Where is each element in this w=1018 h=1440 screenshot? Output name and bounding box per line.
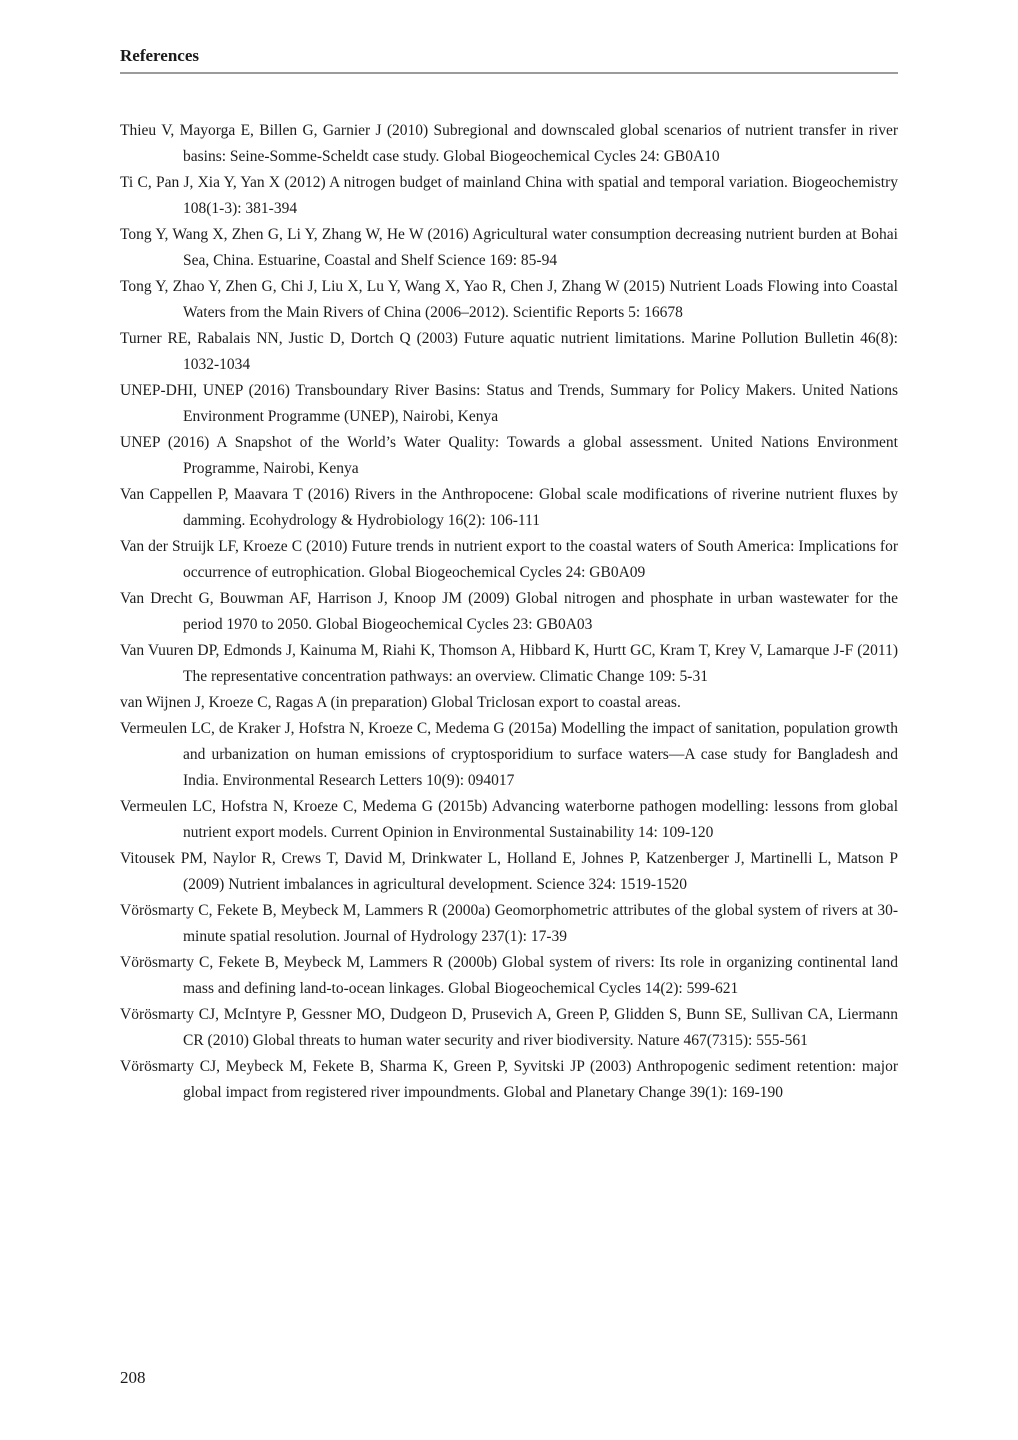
reference-entry: UNEP (2016) A Snapshot of the World’s Water Quality: Towards a global assessment. United Nations Environment Programme, Nairobi, Kenya xyxy=(120,434,898,477)
reference-entry: Vörösmarty C, Fekete B, Meybeck M, Lammers R (2000a) Geomorphometric attributes of the global system of rivers at 30-minute spatial resolution. Journal of Hydrology 237(1): 17-39 xyxy=(120,902,898,945)
reference-entry: Vitousek PM, Naylor R, Crews T, David M, Drinkwater L, Holland E, Johnes P, Katzenberger J, Martinelli L, Matson P (2009) Nutrient imbalances in agricultural development. Science 324: 1519-1520 xyxy=(120,850,898,893)
references-list xyxy=(120,118,898,1106)
reference-entry: Van Drecht G, Bouwman AF, Harrison J, Knoop JM (2009) Global nitrogen and phosphate in urban wastewater for the period 1970 to 2050. Global Biogeochemical Cycles 23: GB0A03 xyxy=(120,590,898,633)
reference-entry: Tong Y, Wang X, Zhen G, Li Y, Zhang W, He W (2016) Agricultural water consumption decreasing nutrient burden at Bohai Sea, China. Estuarine, Coastal and Shelf Science 169: 85-94 xyxy=(120,226,898,269)
reference-entry: Vörösmarty CJ, McIntyre P, Gessner MO, Dudgeon D, Prusevich A, Green P, Glidden S, Bunn SE, Sullivan CA, Liermann CR (2010) Global threats to human water security and river biodiversity. Nature 467(7315): 555-561 xyxy=(120,1006,898,1049)
reference-entry: Vermeulen LC, de Kraker J, Hofstra N, Kroeze C, Medema G (2015a) Modelling the impact of sanitation, population growth and urbanization on human emissions of cryptosporidium to surface waters—A case study for Bangladesh and India. Environmental Research Letters 10(9): 094017 xyxy=(120,720,898,789)
reference-entry: van Wijnen J, Kroeze C, Ragas A (in preparation) Global Triclosan export to coastal areas. xyxy=(120,694,681,711)
reference-entry: Van Vuuren DP, Edmonds J, Kainuma M, Riahi K, Thomson A, Hibbard K, Hurtt GC, Kram T, Krey V, Lamarque J-F (2011) The representative concentration pathways: an overview. Climatic Change 109: 5-31 xyxy=(120,642,898,685)
reference-entry: Thieu V, Mayorga E, Billen G, Garnier J (2010) Subregional and downscaled global scenarios of nutrient transfer in river basins: Seine-Somme-Scheldt case study. Global Biogeochemical Cycles 24: GB0A10 xyxy=(120,122,898,165)
reference-entry: Vörösmarty C, Fekete B, Meybeck M, Lammers R (2000b) Global system of rivers: Its role in organizing continental land mass and defining land-to-ocean linkages. Global Biogeochemical Cycles 14(2): 599-621 xyxy=(120,954,898,997)
reference-entry: Van der Struijk LF, Kroeze C (2010) Future trends in nutrient export to the coastal waters of South America: Implications for occurrence of eutrophication. Global Biogeochemical Cycles 24: GB0A09 xyxy=(120,538,898,581)
page-header xyxy=(120,46,898,82)
section-title: References xyxy=(120,46,199,65)
header-rule xyxy=(120,72,898,74)
reference-entry: Tong Y, Zhao Y, Zhen G, Chi J, Liu X, Lu Y, Wang X, Yao R, Chen J, Zhang W (2015) Nutrient Loads Flowing into Coastal Waters from the Main Rivers of China (2006–2012). Scientific Reports 5: 16678 xyxy=(120,278,898,321)
page-number: 208 xyxy=(120,1368,146,1387)
reference-entry: Vermeulen LC, Hofstra N, Kroeze C, Medema G (2015b) Advancing waterborne pathogen modelling: lessons from global nutrient export models. Current Opinion in Environmental Sustainability 14: 109-120 xyxy=(120,798,898,841)
reference-entry: Van Cappellen P, Maavara T (2016) Rivers in the Anthropocene: Global scale modifications of riverine nutrient fluxes by damming. Ecohydrology & Hydrobiology 16(2): 106-111 xyxy=(120,486,898,529)
page-footer xyxy=(120,1368,146,1388)
reference-entry: UNEP-DHI, UNEP (2016) Transboundary River Basins: Status and Trends, Summary for Policy Makers. United Nations Environment Programme (UNEP), Nairobi, Kenya xyxy=(120,382,898,425)
reference-entry: Vörösmarty CJ, Meybeck M, Fekete B, Sharma K, Green P, Syvitski JP (2003) Anthropogenic sediment retention: major global impact from registered river impoundments. Global and Planetary Change 39(1): 169-190 xyxy=(120,1058,898,1101)
reference-entry: Ti C, Pan J, Xia Y, Yan X (2012) A nitrogen budget of mainland China with spatial and temporal variation. Biogeochemistry 108(1-3): 381-394 xyxy=(120,174,898,217)
reference-entry: Turner RE, Rabalais NN, Justic D, Dortch Q (2003) Future aquatic nutrient limitations. Marine Pollution Bulletin 46(8): 1032-1034 xyxy=(120,330,898,373)
